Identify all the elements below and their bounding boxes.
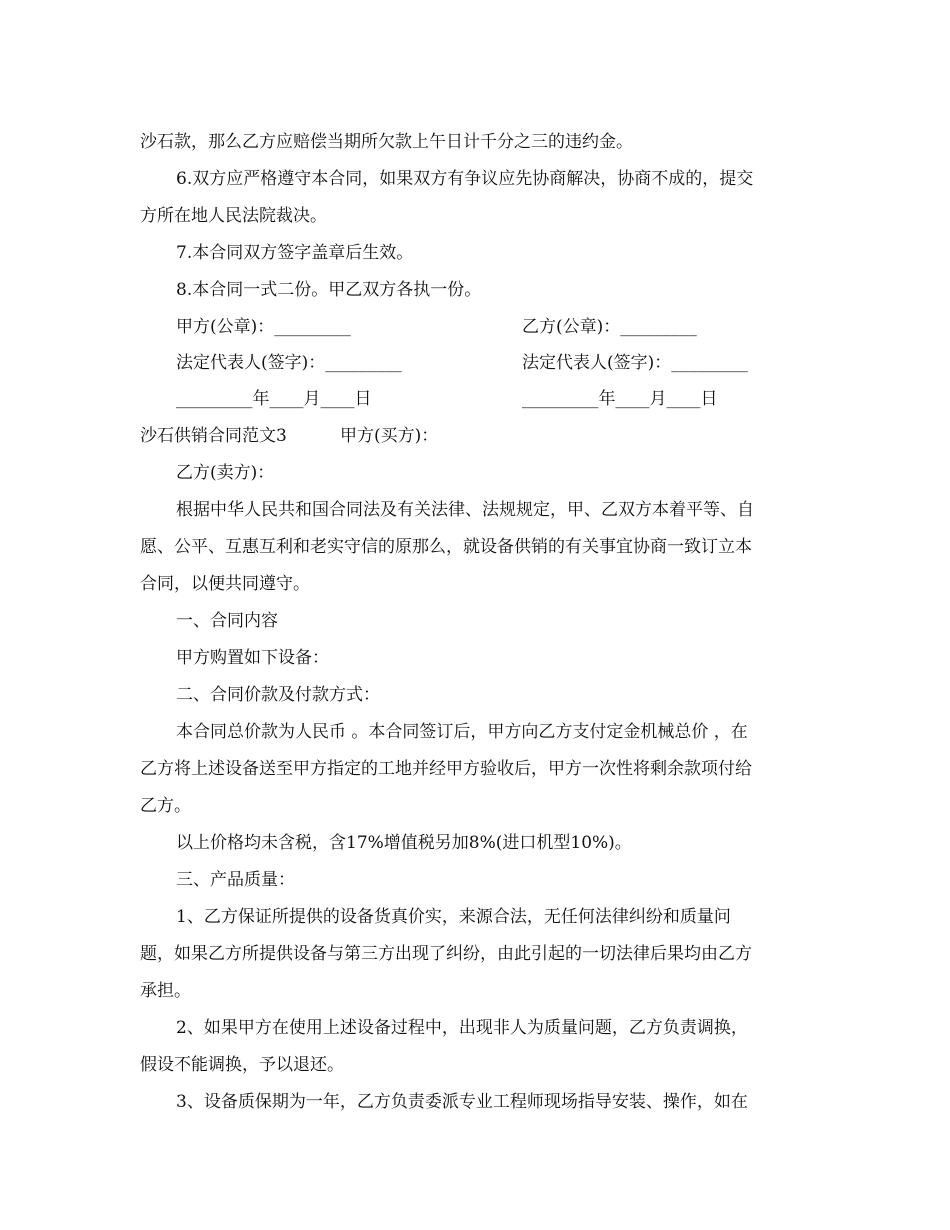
paragraph-line: 以上价格均未含税，含17%增值税另加8%(进口机型10%)。 (176, 833, 632, 853)
text-line: 方所在地人民法院裁决。 (140, 206, 327, 226)
paragraph-line: 甲方购置如下设备： (176, 648, 329, 668)
paragraph-line: 假设不能调换，予以退还。 (140, 1055, 344, 1075)
text-line: 沙石款，那么乙方应赔偿当期所欠款上午日计千分之三的违约金。 (140, 132, 633, 152)
party-a-date: _________年____月____日 (176, 389, 372, 409)
paragraph-line: 合同，以便共同遵守。 (140, 574, 310, 594)
paragraph-line: 乙方。 (140, 796, 191, 816)
paragraph-line: 1、乙方保证所提供的设备货真价实，来源合法，无任何法律纠纷和质量问 (176, 907, 731, 927)
party-a-seal: 甲方(公章)：_________ (176, 317, 351, 337)
paragraph-line: 本合同总价款为人民币 。本合同签订后，甲方向乙方支付定金机械总价 ，在 (176, 722, 748, 742)
paragraph-line: 乙方将上述设备送至甲方指定的工地并经甲方验收后，甲方一次性将剩余款项付给 (140, 759, 752, 779)
party-b-date: _________年____月____日 (522, 389, 718, 409)
section-title: 沙石供销合同范文3 (140, 426, 287, 446)
party-b-seal: 乙方(公章)：_________ (522, 317, 697, 337)
heading-contract-content: 一、合同内容 (176, 611, 278, 631)
paragraph-line: 根据中华人民共和国合同法及有关法律、法规规定，甲、乙双方本着平等、自 (176, 500, 754, 520)
party-a-representative: 法定代表人(签字)：_________ (176, 353, 402, 373)
seller-label: 乙方(卖方)： (176, 463, 275, 483)
party-b-representative: 法定代表人(签字)：_________ (522, 353, 748, 373)
heading-product-quality: 三、产品质量： (176, 870, 295, 890)
clause-6: 6.双方应严格遵守本合同，如果双方有争议应先协商解决，协商不成的，提交 (176, 169, 754, 189)
paragraph-line: 承担。 (140, 981, 191, 1001)
heading-price-payment: 二、合同价款及付款方式： (176, 685, 380, 705)
clause-7: 7.本合同双方签字盖章后生效。 (176, 243, 414, 263)
paragraph-line: 2、如果甲方在使用上述设备过程中，出现非人为质量问题，乙方负责调换， (176, 1018, 748, 1038)
buyer-label: 甲方(买方)： (340, 426, 439, 446)
paragraph-line: 3、设备质保期为一年，乙方负责委派专业工程师现场指导安装、操作，如在 (176, 1092, 748, 1112)
paragraph-line: 题，如果乙方所提供设备与第三方出现了纠纷，由此引起的一切法律后果均由乙方 (140, 944, 752, 964)
paragraph-line: 愿、公平、互惠互利和老实守信的原那么，就设备供销的有关事宜协商一致订立本 (140, 537, 752, 557)
clause-8: 8.本合同一式二份。甲乙双方各执一份。 (176, 280, 482, 300)
